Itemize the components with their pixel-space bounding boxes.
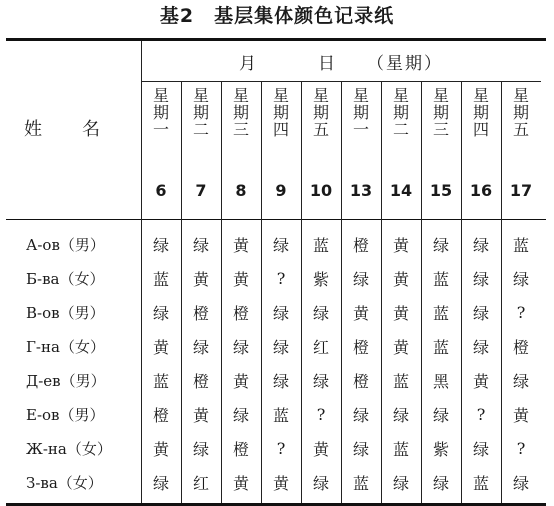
color-cell: 蓝 <box>432 337 449 357</box>
weekday-header-9 <box>461 81 501 181</box>
month-label: 月 <box>239 53 258 74</box>
column-divider <box>501 81 502 503</box>
column-divider <box>341 81 342 503</box>
color-cell: 绿 <box>192 235 209 255</box>
color-cell: 蓝 <box>152 371 169 391</box>
date-header-8: 15 <box>429 181 453 200</box>
weekday-header-8 <box>421 81 461 181</box>
date-header-3: 8 <box>235 181 247 200</box>
weekday-char: 期 <box>352 103 369 122</box>
color-cell: 绿 <box>152 303 169 323</box>
weekday-char: 期 <box>392 103 409 122</box>
color-cell: 黄 <box>392 235 409 255</box>
color-cell: 绿 <box>272 303 289 323</box>
weekday-char: 星 <box>152 86 169 105</box>
color-cell: 蓝 <box>512 235 529 255</box>
weekday-header-5 <box>301 81 341 181</box>
color-cell: 蓝 <box>472 473 489 493</box>
weekday-char: 五 <box>312 120 329 139</box>
color-cell: 绿 <box>512 269 529 289</box>
color-cell: 绿 <box>312 371 329 391</box>
color-cell: 绿 <box>472 269 489 289</box>
color-cell: 蓝 <box>352 473 369 493</box>
table-title: 基2 基层集体颜色记录纸 <box>159 5 395 27</box>
color-cell: 绿 <box>232 337 249 357</box>
color-cell: 紫 <box>432 439 449 459</box>
person-name: З-ва（女） <box>26 473 103 492</box>
color-cell: 蓝 <box>312 235 329 255</box>
weekday-header-10 <box>501 81 541 181</box>
color-cell: 黄 <box>352 303 369 323</box>
color-cell: 黄 <box>152 337 169 357</box>
color-cell: 绿 <box>192 439 209 459</box>
color-cell: 绿 <box>272 337 289 357</box>
day-label: 日 <box>318 53 337 74</box>
weekday-header-7 <box>381 81 421 181</box>
weekday-char: 期 <box>232 103 249 122</box>
person-name: Е-ов（男） <box>26 405 105 424</box>
color-cell: 绿 <box>152 235 169 255</box>
person-name: В-ов（男） <box>26 303 105 322</box>
color-cell: ? <box>476 404 486 424</box>
color-cell: 黄 <box>232 473 249 493</box>
weekday-char: 星 <box>432 86 449 105</box>
date-header-6: 13 <box>349 181 373 200</box>
color-cell: 黄 <box>472 371 489 391</box>
color-cell: 黄 <box>392 337 409 357</box>
date-header-7: 14 <box>389 181 413 200</box>
person-name: Д-ев（男） <box>26 371 106 390</box>
color-cell: 黄 <box>232 371 249 391</box>
weekday-char: 四 <box>472 120 489 139</box>
weekday-char: 星 <box>272 86 289 105</box>
date-header-5: 10 <box>309 181 333 200</box>
color-cell: 蓝 <box>432 269 449 289</box>
weekday-char: 二 <box>192 120 209 139</box>
color-cell: 蓝 <box>392 439 409 459</box>
column-divider <box>261 81 262 503</box>
color-cell: 黄 <box>392 303 409 323</box>
color-cell: 绿 <box>512 371 529 391</box>
color-cell: 绿 <box>192 337 209 357</box>
color-cell: 橙 <box>352 337 369 357</box>
weekday-char: 一 <box>152 120 169 139</box>
weekday-char: 三 <box>432 120 449 139</box>
color-cell: 绿 <box>392 473 409 493</box>
color-cell: 黄 <box>272 473 289 493</box>
color-cell: 橙 <box>152 405 169 425</box>
name-column-divider <box>141 41 142 503</box>
color-cell: 黄 <box>312 439 329 459</box>
weekday-char: 星 <box>192 86 209 105</box>
color-cell: 橙 <box>512 337 529 357</box>
color-cell: 黄 <box>392 269 409 289</box>
weekday-char: 星 <box>392 86 409 105</box>
column-divider <box>181 81 182 503</box>
color-cell: 绿 <box>352 269 369 289</box>
column-divider <box>381 81 382 503</box>
color-cell: 黑 <box>432 371 449 391</box>
header-bottom-rule <box>6 219 546 220</box>
column-divider <box>461 81 462 503</box>
weekday-char: 星 <box>232 86 249 105</box>
color-cell: 橙 <box>352 235 369 255</box>
column-divider <box>421 81 422 503</box>
color-cell: 红 <box>192 473 209 493</box>
weekday-header-1 <box>141 81 181 181</box>
color-cell: 绿 <box>152 473 169 493</box>
color-cell: ? <box>516 438 526 458</box>
weekday-char: 星 <box>312 86 329 105</box>
color-cell: 绿 <box>312 473 329 493</box>
color-cell: 绿 <box>472 337 489 357</box>
weekday-char: 期 <box>192 103 209 122</box>
color-cell: 橙 <box>232 303 249 323</box>
color-cell: 橙 <box>192 303 209 323</box>
weekday-char: 期 <box>472 103 489 122</box>
color-cell: 绿 <box>432 235 449 255</box>
weekday-char: 期 <box>152 103 169 122</box>
color-cell: 紫 <box>312 269 329 289</box>
date-group-header <box>141 41 541 81</box>
weekday-char: 一 <box>352 120 369 139</box>
color-cell: 绿 <box>272 371 289 391</box>
color-cell: 绿 <box>512 473 529 493</box>
color-cell: 绿 <box>432 405 449 425</box>
color-cell: 绿 <box>232 405 249 425</box>
color-cell: ? <box>516 302 526 322</box>
weekday-header-4 <box>261 81 301 181</box>
color-cell: 绿 <box>432 473 449 493</box>
color-cell: ? <box>276 438 286 458</box>
color-cell: 红 <box>312 337 329 357</box>
color-cell: 橙 <box>232 439 249 459</box>
color-cell: 黄 <box>152 439 169 459</box>
date-header-4: 9 <box>275 181 287 200</box>
weekday-header-3 <box>221 81 261 181</box>
column-divider <box>301 81 302 503</box>
person-name: А-ов（男） <box>26 235 105 254</box>
color-cell: 黄 <box>192 269 209 289</box>
color-cell: 蓝 <box>152 269 169 289</box>
color-cell: ? <box>276 268 286 288</box>
color-cell: 绿 <box>472 303 489 323</box>
color-cell: 蓝 <box>432 303 449 323</box>
weekday-note: （星期） <box>367 53 443 74</box>
color-cell: 蓝 <box>272 405 289 425</box>
weekday-char: 二 <box>392 120 409 139</box>
weekday-char: 星 <box>472 86 489 105</box>
weekday-header-2 <box>181 81 221 181</box>
color-cell: 黄 <box>232 269 249 289</box>
color-cell: ? <box>316 404 326 424</box>
weekday-char: 期 <box>512 103 529 122</box>
color-cell: 绿 <box>352 439 369 459</box>
date-header-2: 7 <box>195 181 207 200</box>
weekday-char: 期 <box>432 103 449 122</box>
color-cell: 橙 <box>192 371 209 391</box>
color-cell: 黄 <box>192 405 209 425</box>
color-cell: 绿 <box>472 439 489 459</box>
weekday-char: 星 <box>352 86 369 105</box>
date-header-10: 17 <box>509 181 533 200</box>
color-cell: 绿 <box>392 405 409 425</box>
column-divider <box>221 81 222 503</box>
color-cell: 绿 <box>272 235 289 255</box>
name-column-header: 姓 名 <box>24 119 100 140</box>
weekday-char: 三 <box>232 120 249 139</box>
date-header-1: 6 <box>155 181 167 200</box>
color-cell: 黄 <box>512 405 529 425</box>
color-cell: 绿 <box>472 235 489 255</box>
weekday-char: 星 <box>512 86 529 105</box>
color-cell: 绿 <box>312 303 329 323</box>
color-cell: 绿 <box>352 405 369 425</box>
person-name: Б-ва（女） <box>26 269 105 288</box>
person-name: Ж-на（女） <box>26 439 112 458</box>
color-cell: 黄 <box>232 235 249 255</box>
weekday-char: 期 <box>312 103 329 122</box>
color-cell: 橙 <box>352 371 369 391</box>
weekday-char: 五 <box>512 120 529 139</box>
color-cell: 蓝 <box>392 371 409 391</box>
weekday-char: 四 <box>272 120 289 139</box>
person-name: Г-на（女） <box>26 337 105 356</box>
date-header-9: 16 <box>469 181 493 200</box>
weekday-header-6 <box>341 81 381 181</box>
weekday-char: 期 <box>272 103 289 122</box>
